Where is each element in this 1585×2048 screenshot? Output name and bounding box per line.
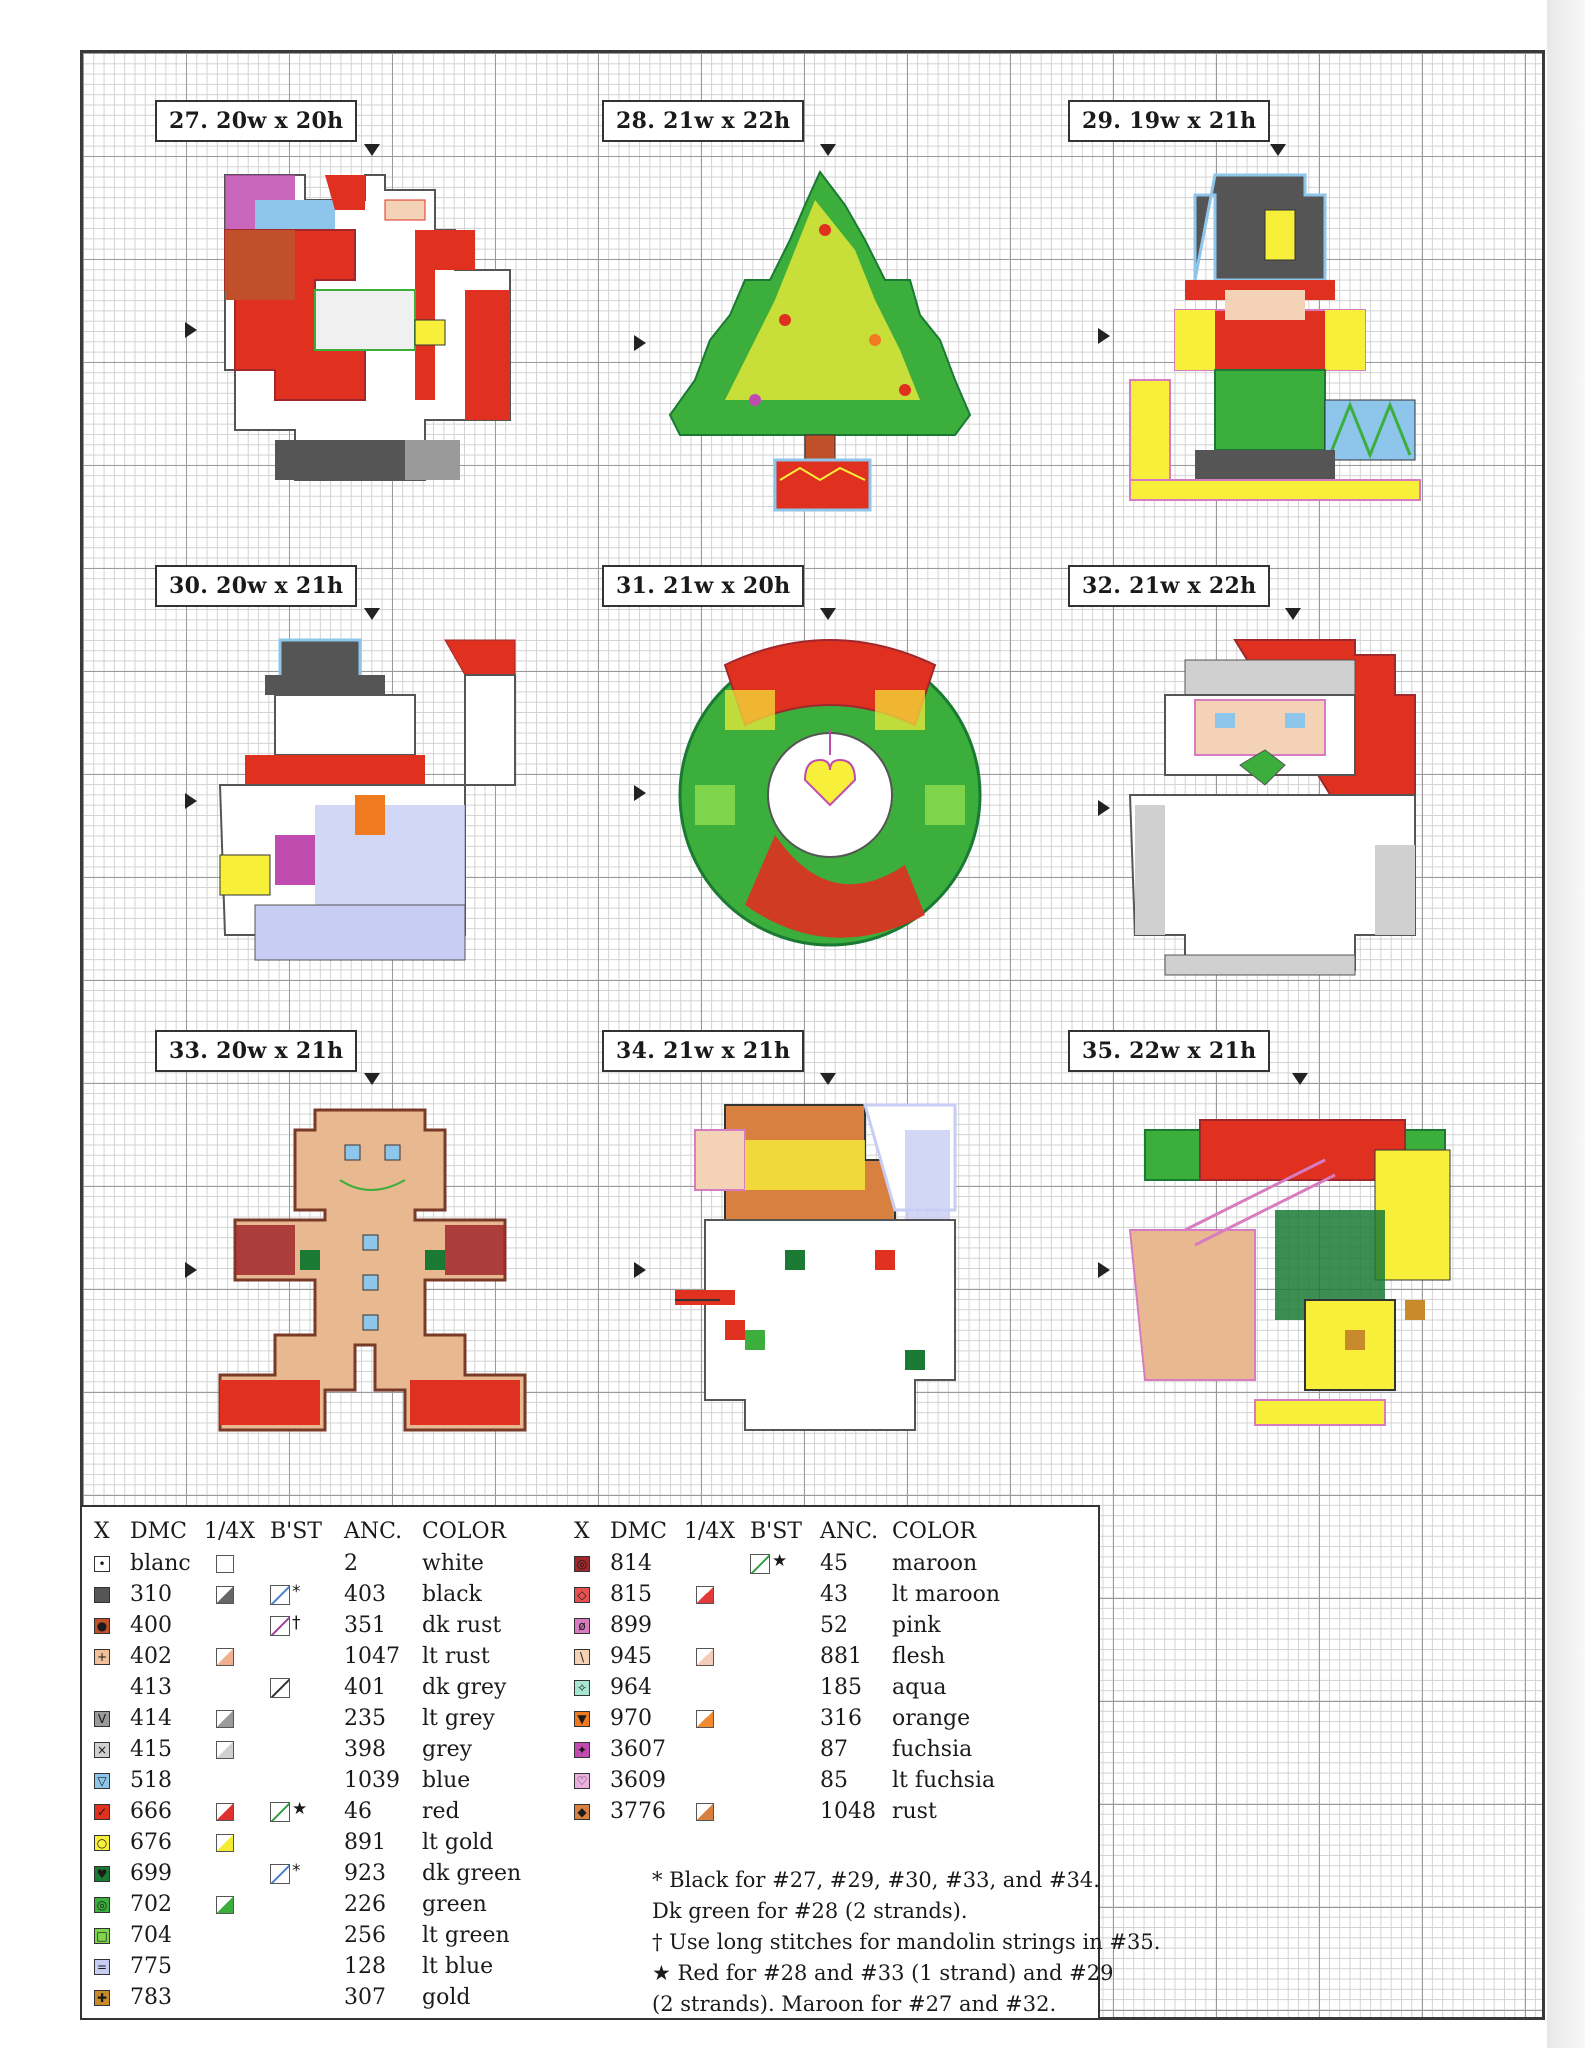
header-x-right: X (574, 1519, 590, 1544)
header-anc-right: ANC. (820, 1519, 879, 1544)
dmc-number: 666 (130, 1799, 172, 1824)
side-arrow-31 (634, 785, 646, 801)
color-name: blue (422, 1768, 471, 1793)
color-name: aqua (892, 1675, 947, 1700)
center-arrow-35 (1292, 1073, 1308, 1085)
dmc-number: 676 (130, 1830, 172, 1855)
dmc-number: 814 (610, 1551, 652, 1576)
legend-row (94, 1644, 564, 1675)
footnote-mark: * (292, 1582, 301, 1602)
side-arrow-30 (185, 793, 197, 809)
dmc-number: 415 (130, 1737, 172, 1762)
header-dmc-right: DMC (610, 1519, 667, 1544)
legend-row (574, 1737, 1044, 1768)
color-name: flesh (892, 1644, 946, 1669)
dmc-number: 414 (130, 1706, 172, 1731)
color-name: dk rust (422, 1613, 502, 1638)
dmc-number: 775 (130, 1954, 172, 1979)
color-name: lt green (422, 1923, 510, 1948)
center-arrow-30 (364, 608, 380, 620)
anchor-number: 403 (344, 1582, 386, 1607)
anchor-number: 85 (820, 1768, 848, 1793)
note-3: † Use long stitches for mandolin strings in #35. (652, 1930, 1161, 1954)
note-1: * Black for #27, #29, #30, #33, and #34. (652, 1868, 1100, 1892)
color-name: maroon (892, 1551, 978, 1576)
note-2: Dk green for #28 (2 strands). (652, 1899, 968, 1923)
dmc-number: 945 (610, 1644, 652, 1669)
footnote-mark: ★ (772, 1551, 788, 1571)
stitch-symbol-icon: ✧ (574, 1680, 590, 1696)
anchor-number: 307 (344, 1985, 386, 2010)
side-arrow-28 (634, 335, 646, 351)
quarter-stitch-icon (216, 1834, 234, 1852)
backstitch-icon (270, 1802, 290, 1822)
anchor-number: 43 (820, 1582, 848, 1607)
color-key-legend (80, 1505, 1161, 2020)
legend-row (94, 1582, 564, 1613)
stitch-symbol-icon: ◎ (94, 1897, 110, 1913)
dmc-number: 970 (610, 1706, 652, 1731)
stitch-symbol-icon: ♥ (94, 1866, 110, 1882)
pattern-label-29: 29. 19w x 21h (1068, 100, 1270, 142)
stitch-symbol-icon: ✦ (574, 1742, 590, 1758)
color-name: black (422, 1582, 482, 1607)
quarter-stitch-icon (216, 1803, 234, 1821)
quarter-stitch-icon (696, 1710, 714, 1728)
stitch-symbol-icon: ○ (94, 1835, 110, 1851)
center-arrow-34 (820, 1073, 836, 1085)
dmc-number: 310 (130, 1582, 172, 1607)
anchor-number: 46 (344, 1799, 372, 1824)
backstitch-icon (750, 1554, 770, 1574)
color-name: lt grey (422, 1706, 495, 1731)
anchor-number: 45 (820, 1551, 848, 1576)
side-arrow-27 (185, 322, 197, 338)
side-arrow-35 (1098, 1262, 1110, 1278)
stitch-symbol-icon (94, 1587, 110, 1603)
anchor-number: 128 (344, 1954, 386, 1979)
legend-row (574, 1799, 1044, 1830)
pattern-33-gingerbread-man (215, 1105, 530, 1435)
dmc-number: 3776 (610, 1799, 666, 1824)
stitch-symbol-icon: ✚ (94, 1990, 110, 2006)
stitch-symbol-icon: \ (574, 1649, 590, 1665)
color-name: grey (422, 1737, 473, 1762)
pattern-label-34: 34. 21w x 21h (602, 1030, 804, 1072)
anchor-number: 881 (820, 1644, 862, 1669)
color-name: white (422, 1551, 484, 1576)
legend-row (94, 1923, 564, 1954)
anchor-number: 226 (344, 1892, 386, 1917)
dmc-number: 699 (130, 1861, 172, 1886)
side-arrow-33 (185, 1262, 197, 1278)
legend-row (574, 1582, 1044, 1613)
dmc-number: 815 (610, 1582, 652, 1607)
center-arrow-32 (1285, 608, 1301, 620)
pattern-27-santa-reading (215, 170, 525, 490)
legend-row (574, 1644, 1044, 1675)
header-bst-right: B'ST (750, 1519, 802, 1544)
legend-row (574, 1551, 1044, 1582)
legend-row (94, 1892, 564, 1923)
anchor-number: 185 (820, 1675, 862, 1700)
quarter-stitch-icon (696, 1648, 714, 1666)
dmc-number: 702 (130, 1892, 172, 1917)
color-name: lt maroon (892, 1582, 1001, 1607)
anchor-number: 316 (820, 1706, 862, 1731)
quarter-stitch-icon (216, 1555, 234, 1573)
legend-row (574, 1613, 1044, 1644)
anchor-number: 1039 (344, 1768, 400, 1793)
center-arrow-27 (364, 144, 380, 156)
stitch-symbol-icon: V (94, 1711, 110, 1727)
color-name: rust (892, 1799, 937, 1824)
quarter-stitch-icon (696, 1586, 714, 1604)
dmc-number: 413 (130, 1675, 172, 1700)
pattern-label-35: 35. 22w x 21h (1068, 1030, 1270, 1072)
color-name: dk grey (422, 1675, 507, 1700)
pattern-28-christmas-tree (665, 170, 985, 520)
backstitch-icon (270, 1616, 290, 1636)
pattern-label-31: 31. 21w x 20h (602, 565, 804, 607)
quarter-stitch-icon (216, 1648, 234, 1666)
anchor-number: 923 (344, 1861, 386, 1886)
anchor-number: 891 (344, 1830, 386, 1855)
side-arrow-34 (634, 1262, 646, 1278)
color-name: red (422, 1799, 460, 1824)
anchor-number: 351 (344, 1613, 386, 1638)
dmc-number: 518 (130, 1768, 172, 1793)
backstitch-icon (270, 1678, 290, 1698)
note-5: (2 strands). Maroon for #27 and #32. (652, 1992, 1057, 2016)
footnote-mark: ★ (292, 1799, 308, 1819)
dmc-number: 783 (130, 1985, 172, 2010)
quarter-stitch-icon (216, 1586, 234, 1604)
stitch-symbol-icon: ♡ (574, 1773, 590, 1789)
stitch-symbol-icon: × (94, 1742, 110, 1758)
quarter-stitch-icon (216, 1710, 234, 1728)
header-anc-left: ANC. (344, 1519, 403, 1544)
center-arrow-28 (820, 144, 836, 156)
dmc-number: 3609 (610, 1768, 666, 1793)
header-quarter-left: 1/4X (204, 1519, 256, 1544)
stitch-symbol-icon: ◇ (574, 1587, 590, 1603)
footnote-mark: * (292, 1861, 301, 1881)
header-color-right: COLOR (892, 1519, 977, 1544)
pattern-34-snowman-with-teddy (665, 1100, 995, 1435)
color-name: lt fuchsia (892, 1768, 996, 1793)
quarter-stitch-icon (216, 1741, 234, 1759)
anchor-number: 1047 (344, 1644, 400, 1669)
legend-row (94, 1861, 564, 1892)
stitch-symbol-icon: = (94, 1959, 110, 1975)
center-arrow-29 (1270, 144, 1286, 156)
anchor-number: 52 (820, 1613, 848, 1638)
dmc-number: blanc (130, 1551, 191, 1576)
color-name: orange (892, 1706, 971, 1731)
dmc-number: 899 (610, 1613, 652, 1638)
header-color-left: COLOR (422, 1519, 507, 1544)
legend-notes (652, 1865, 1161, 2020)
stitch-symbol-icon: • (94, 1556, 110, 1572)
legend-row (94, 1706, 564, 1737)
stitch-symbol-icon: ◎ (574, 1556, 590, 1572)
stitch-symbol-icon: ✓ (94, 1804, 110, 1820)
stitch-symbol-icon: ▽ (94, 1773, 110, 1789)
color-name: gold (422, 1985, 471, 2010)
side-arrow-32 (1098, 800, 1110, 816)
legend-row (574, 1768, 1044, 1799)
color-name: fuchsia (892, 1737, 973, 1762)
anchor-number: 2 (344, 1551, 358, 1576)
note-4: ★ Red for #28 and #33 (1 strand) and #29 (652, 1961, 1114, 1985)
header-bst-left: B'ST (270, 1519, 322, 1544)
dmc-number: 704 (130, 1923, 172, 1948)
anchor-number: 256 (344, 1923, 386, 1948)
anchor-number: 398 (344, 1737, 386, 1762)
legend-row (94, 1551, 564, 1582)
pattern-label-32: 32. 21w x 22h (1068, 565, 1270, 607)
side-arrow-29 (1098, 328, 1110, 344)
dmc-number: 400 (130, 1613, 172, 1638)
anchor-number: 235 (344, 1706, 386, 1731)
stitch-symbol-icon: ▼ (574, 1711, 590, 1727)
header-x-left: X (94, 1519, 110, 1544)
color-name: green (422, 1892, 487, 1917)
legend-row (94, 1737, 564, 1768)
pattern-label-33: 33. 20w x 21h (155, 1030, 357, 1072)
color-name: dk green (422, 1861, 522, 1886)
backstitch-icon (270, 1585, 290, 1605)
pattern-30-snowman-with-bird (215, 635, 530, 970)
header-dmc-left: DMC (130, 1519, 187, 1544)
pattern-label-30: 30. 20w x 21h (155, 565, 357, 607)
pattern-31-wreath-with-heart (665, 635, 995, 955)
legend-row (94, 1954, 564, 1985)
color-name: lt rust (422, 1644, 490, 1669)
stitch-symbol-icon: ◆ (574, 1804, 590, 1820)
stitch-symbol-icon: □ (94, 1928, 110, 1944)
center-arrow-33 (364, 1073, 380, 1085)
legend-row (94, 1799, 564, 1830)
legend-row (94, 1675, 564, 1706)
pattern-35-elf-with-mandolin (1125, 1100, 1470, 1435)
legend-row (574, 1706, 1044, 1737)
legend-row (94, 1613, 564, 1644)
pattern-label-27: 27. 20w x 20h (155, 100, 357, 142)
center-arrow-31 (820, 608, 836, 620)
dmc-number: 3607 (610, 1737, 666, 1762)
legend-row (94, 1985, 564, 2016)
anchor-number: 401 (344, 1675, 386, 1700)
dmc-number: 402 (130, 1644, 172, 1669)
quarter-stitch-icon (696, 1803, 714, 1821)
stitch-symbol-icon: ● (94, 1618, 110, 1634)
pattern-32-santa-face (1125, 635, 1460, 985)
dmc-number: 964 (610, 1675, 652, 1700)
anchor-number: 1048 (820, 1799, 876, 1824)
header-quarter-right: 1/4X (684, 1519, 736, 1544)
color-name: pink (892, 1613, 941, 1638)
stitch-symbol-icon: ø (574, 1618, 590, 1634)
anchor-number: 87 (820, 1737, 848, 1762)
backstitch-icon (270, 1864, 290, 1884)
footnote-mark: † (292, 1613, 301, 1633)
color-name: lt blue (422, 1954, 494, 1979)
pattern-label-28: 28. 21w x 22h (602, 100, 804, 142)
quarter-stitch-icon (216, 1896, 234, 1914)
stitch-symbol-icon: + (94, 1649, 110, 1665)
color-name: lt gold (422, 1830, 494, 1855)
legend-row (94, 1768, 564, 1799)
pattern-29-drummer-soldier (1125, 170, 1430, 505)
legend-row (574, 1675, 1044, 1706)
legend-row (94, 1830, 564, 1861)
page-edge (1547, 0, 1585, 2048)
